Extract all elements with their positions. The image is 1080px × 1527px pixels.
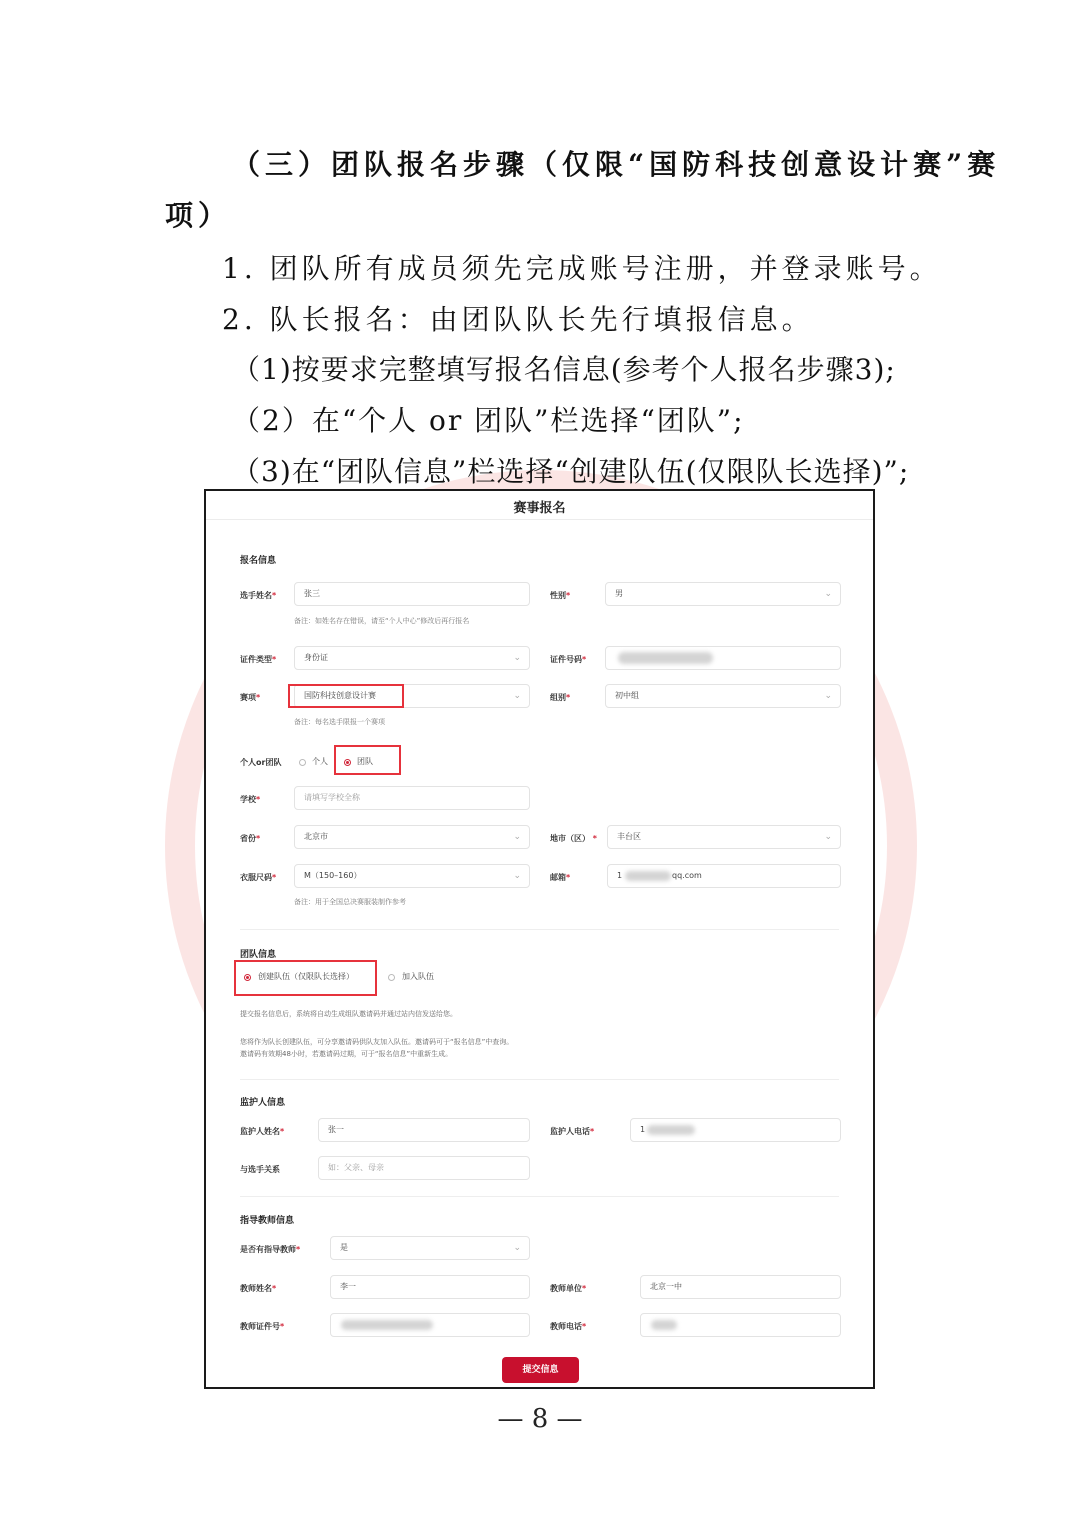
section-heading-line1: （三）团队报名步骤（仅限“国防科技创意设计赛”赛: [232, 148, 1001, 181]
section-registration-info: 报名信息: [240, 556, 277, 566]
teacher-phone-input[interactable]: [640, 1313, 841, 1337]
event-note: 备注：每名选手限报一个赛项: [294, 718, 385, 726]
chevron-down-icon: ⌄: [824, 589, 832, 599]
province-select[interactable]: 北京市 ⌄: [294, 825, 530, 849]
chevron-down-icon: ⌄: [824, 691, 832, 701]
radio-individual-label: 个人: [312, 757, 328, 766]
name-label: 选手姓名*: [240, 591, 277, 600]
section-teacher-info: 指导教师信息: [240, 1216, 295, 1226]
team-info-text-1: 提交报名信息后，系统将自动生成组队邀请码并通过站内信发送给您。: [240, 1010, 457, 1018]
form-title: 赛事报名: [513, 501, 566, 516]
substep-3-text: （3)在“团队信息”栏选择“创建队伍(仅限队长选择)”;: [232, 455, 910, 488]
has-teacher-label: 是否有指导教师*: [240, 1245, 301, 1254]
registration-form-screenshot: [204, 489, 875, 1389]
teacher-id-label: 教师证件号*: [240, 1322, 285, 1331]
team-info-text-3: 邀请码有效期48小时，若邀请码过期，可于“报名信息”中重新生成。: [240, 1050, 453, 1058]
title-divider: [206, 519, 873, 520]
size-select[interactable]: M（150–160） ⌄: [294, 864, 530, 888]
guardian-name-label: 监护人姓名*: [240, 1127, 285, 1136]
guardian-phone-label: 监护人电话*: [550, 1127, 595, 1136]
size-label: 衣服尺码*: [240, 873, 277, 882]
blurred-teacher-id: [341, 1320, 433, 1330]
teacher-name-input[interactable]: 李一: [330, 1275, 530, 1299]
section-guardian-info: 监护人信息: [240, 1098, 286, 1108]
group-label: 组别*: [550, 693, 571, 702]
section-heading-line2: 项）: [165, 199, 232, 232]
province-label: 省份*: [240, 834, 261, 843]
page-number: — 8 —: [497, 1404, 583, 1434]
event-select[interactable]: 国防科技创意设计赛 ⌄: [294, 684, 530, 708]
section-team-info: 团队信息: [240, 950, 277, 960]
teacher-name-label: 教师姓名*: [240, 1284, 277, 1293]
size-note: 备注：用于全国总决赛服装制作参考: [294, 898, 406, 906]
blurred-email: [625, 871, 671, 881]
create-team-highlight-box: [234, 960, 377, 996]
teacher-phone-label: 教师电话*: [550, 1322, 587, 1331]
step-2-text: 2. 队长报名：由团队队长先行填报信息。: [222, 303, 814, 336]
school-input[interactable]: 请填写学校全称: [294, 786, 530, 810]
blurred-id-number: [618, 652, 713, 664]
relation-input[interactable]: 如：父亲、母亲: [318, 1156, 530, 1180]
section-divider: [240, 1079, 839, 1080]
has-teacher-select[interactable]: 是 ⌄: [330, 1236, 530, 1260]
teacher-unit-label: 教师单位*: [550, 1284, 587, 1293]
chevron-down-icon: ⌄: [513, 653, 521, 663]
chevron-down-icon: ⌄: [513, 871, 521, 881]
school-label: 学校*: [240, 795, 261, 804]
radio-team-label: 团队: [357, 757, 373, 766]
guardian-name-input[interactable]: 张一: [318, 1118, 530, 1142]
step-1-text: 1. 团队所有成员须先完成账号注册，并登录账号。: [222, 252, 942, 285]
relation-label: 与选手关系: [240, 1165, 280, 1174]
email-label: 邮箱*: [550, 873, 571, 882]
id-number-input[interactable]: [605, 646, 841, 670]
team-radio-highlight-box: [334, 745, 401, 775]
section-divider: [240, 1196, 839, 1197]
id-number-label: 证件号码*: [550, 655, 587, 664]
guardian-phone-input[interactable]: 1: [630, 1118, 841, 1142]
email-input[interactable]: 1 qq.com: [607, 864, 841, 888]
teacher-id-input[interactable]: [330, 1313, 530, 1337]
district-select[interactable]: 丰台区 ⌄: [607, 825, 841, 849]
radio-individual[interactable]: [299, 759, 306, 766]
chevron-down-icon: ⌄: [513, 691, 521, 701]
substep-2-text: （2）在“个人 or 团队”栏选择“团队”;: [232, 404, 745, 437]
name-note: 备注：如姓名存在错误，请至“个人中心”修改后再行报名: [294, 617, 470, 625]
chevron-down-icon: ⌄: [824, 832, 832, 842]
event-highlight-box: [288, 684, 404, 708]
teacher-unit-input[interactable]: 北京一中: [640, 1275, 841, 1299]
name-input[interactable]: 张三: [294, 582, 530, 606]
gender-select[interactable]: 男 ⌄: [605, 582, 841, 606]
submit-button[interactable]: 提交信息: [502, 1357, 579, 1383]
id-type-label: 证件类型*: [240, 655, 277, 664]
mode-label: 个人or团队: [240, 758, 282, 767]
event-label: 赛项*: [240, 693, 261, 702]
id-type-select[interactable]: 身份证 ⌄: [294, 646, 530, 670]
blurred-teacher-phone: [651, 1320, 677, 1330]
radio-join-team-label: 加入队伍: [402, 972, 434, 981]
radio-create-team-label: 创建队伍（仅限队长选择）: [258, 972, 354, 981]
team-info-text-2: 您将作为队长创建队伍，可分享邀请码供队友加入队伍。邀请码可于“报名信息”中查询。: [240, 1038, 514, 1046]
blurred-guardian-phone: [647, 1125, 695, 1135]
gender-label: 性别*: [550, 591, 571, 600]
section-divider: [240, 929, 839, 930]
radio-join-team[interactable]: [388, 974, 395, 981]
group-select[interactable]: 初中组 ⌄: [605, 684, 841, 708]
substep-1-text: （1)按要求完整填写报名信息(参考个人报名步骤3);: [232, 353, 896, 386]
chevron-down-icon: ⌄: [513, 832, 521, 842]
chevron-down-icon: ⌄: [513, 1243, 521, 1253]
district-label: 地市（区） *: [550, 834, 597, 843]
